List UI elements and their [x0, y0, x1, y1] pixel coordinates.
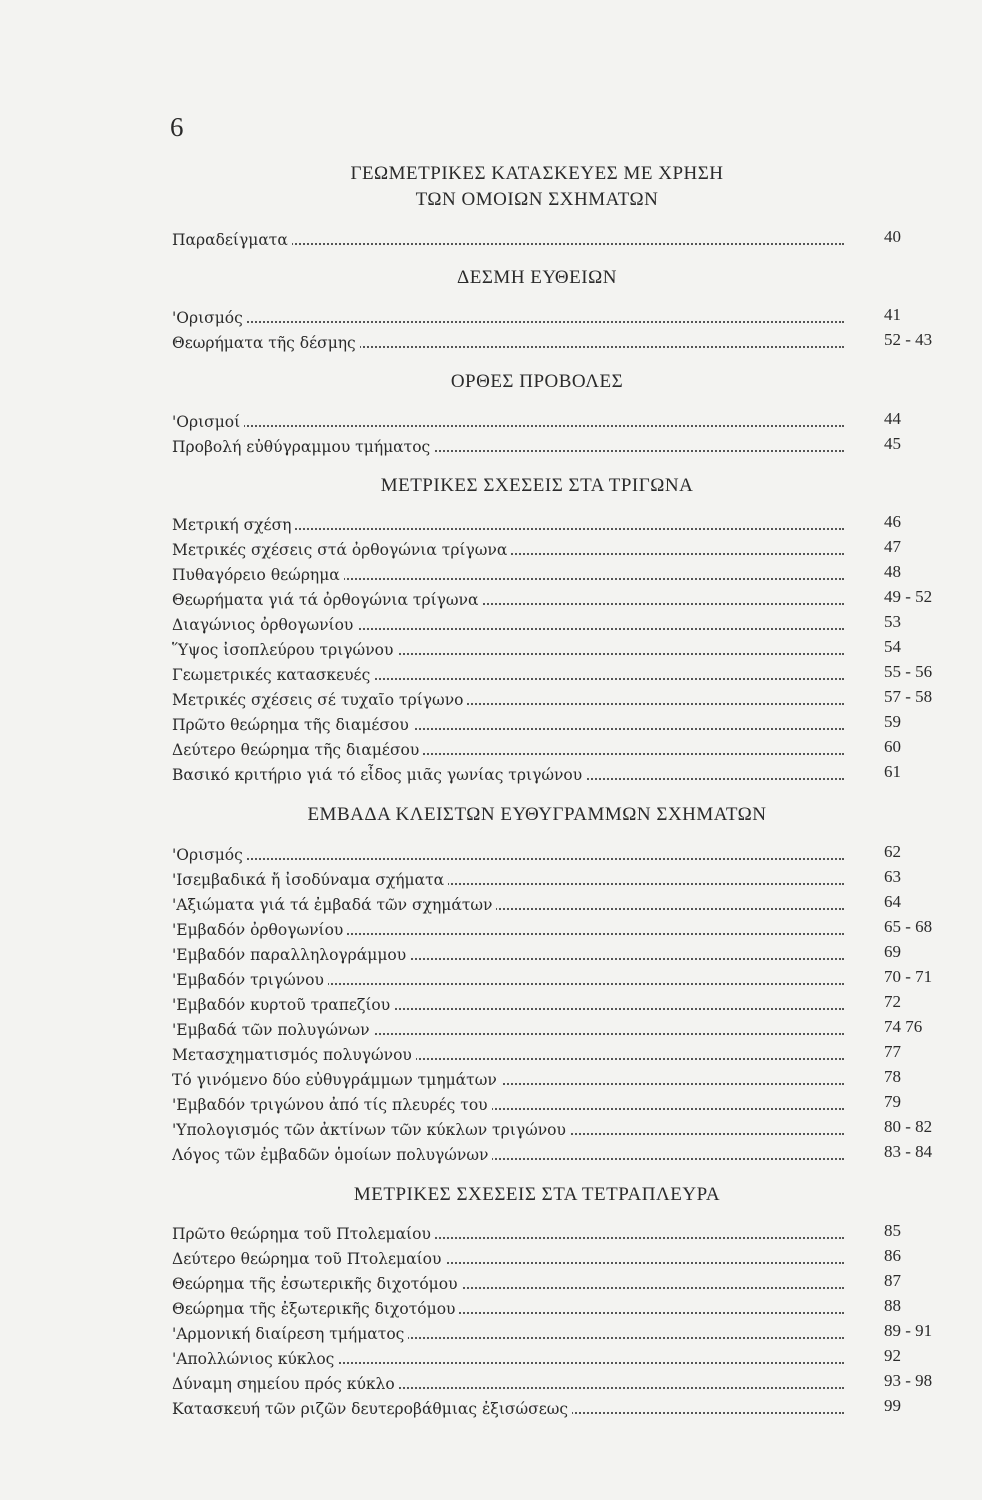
toc-entry-page: 83 - 84 [884, 1142, 933, 1161]
toc-entry-page: 99 [884, 1396, 901, 1415]
toc-entry [172, 228, 962, 253]
toc-entry-page: 92 [884, 1346, 901, 1365]
toc-entry-title: 'Εμβαδόν παραλληλογράμμου [172, 943, 410, 968]
toc-entry-page: 61 [884, 762, 901, 781]
toc-entry [172, 1118, 962, 1143]
toc-entry-title: Τό γινόμενο δύο εὐθυγράμμων τμημάτων [172, 1068, 501, 1093]
section-heading: ΔΕΣΜΗ ΕΥΘΕΙΩΝ [457, 267, 617, 288]
toc-entry [172, 563, 962, 588]
toc-entry-title: Πρῶτο θεώρημα τῆς διαμέσου [172, 713, 413, 738]
toc-entry-title: 'Ορισμός [172, 843, 247, 868]
toc-entry-title: Μετρικές σχέσεις στά ὀρθογώνια τρίγωνα [172, 538, 511, 563]
toc-entry-page: 86 [884, 1246, 901, 1265]
toc-entry-title: Μετασχηματισμός πολυγώνου [172, 1043, 416, 1068]
toc-entry [172, 1347, 962, 1372]
toc-entry [172, 1018, 962, 1043]
toc-entry [172, 1093, 962, 1118]
toc-entry [172, 538, 962, 563]
toc-entry-title: Θεώρημα τῆς ἐσωτερικῆς διχοτόμου [172, 1272, 462, 1297]
toc-entry-page: 88 [884, 1296, 901, 1315]
toc-entry-page: 77 [884, 1042, 901, 1061]
toc-entry [172, 513, 962, 538]
toc-entry-title: Ὕψος ἰσοπλεύρου τριγώνου [172, 638, 397, 663]
toc-entry-page: 93 - 98 [884, 1371, 933, 1390]
toc-entry-title: 'Αρμονική διαίρεση τμήματος [172, 1322, 408, 1347]
toc-entry-title: 'Ορισμός [172, 306, 247, 331]
toc-entry [172, 613, 962, 638]
toc-entry [172, 738, 962, 763]
toc-entry [172, 1372, 962, 1397]
toc-entry [172, 306, 962, 331]
toc-entry [172, 868, 962, 893]
toc-entry-title: Κατασκευή τῶν ριζῶν δευτεροβάθμιας ἐξισώσεως [172, 1397, 572, 1422]
toc-entry [172, 1247, 962, 1272]
toc-entry [172, 1322, 962, 1347]
toc-entry-page: 89 - 91 [884, 1321, 933, 1340]
toc-entry-page: 49 - 52 [884, 587, 933, 606]
dot-leader [172, 425, 844, 427]
toc-entry-page: 53 [884, 612, 901, 631]
toc-entry-page: 52 - 43 [884, 330, 933, 349]
section-heading: ΜΕΤΡΙΚΕΣ ΣΧΕΣΕΙΣ ΣΤΑ ΤΡΙΓΩΝΑ [380, 475, 694, 496]
toc-entry-title: Δεύτερο θεώρημα τῆς διαμέσου [172, 738, 423, 763]
toc-entry-page: 48 [884, 562, 901, 581]
section-heading: ΤΩΝ ΟΜΟΙΩΝ ΣΧΗΜΑΤΩΝ [415, 189, 659, 210]
toc-entry-title: Διαγώνιος ὀρθογωνίου [172, 613, 357, 638]
toc-entry [172, 1143, 962, 1168]
toc-entry-page: 87 [884, 1271, 901, 1290]
toc-entry-page: 79 [884, 1092, 901, 1111]
toc-entry-title: Θεωρήματα τῆς δέσμης [172, 331, 360, 356]
toc-entry-page: 62 [884, 842, 901, 861]
toc-entry [172, 968, 962, 993]
toc-entry-title: Πρῶτο θεώρημα τοῦ Πτολεμαίου [172, 1222, 435, 1247]
toc-entry-title: Μετρική σχέση [172, 513, 295, 538]
toc-entry [172, 1222, 962, 1247]
toc-entry [172, 1397, 962, 1422]
toc-entry-title: Βασικό κριτήριο γιά τό εἶδος μιᾶς γωνίας τριγώνου [172, 763, 586, 788]
toc-entry-title: Δεύτερο θεώρημα τοῦ Πτολεμαίου [172, 1247, 445, 1272]
toc-entry-title: 'Απολλώνιος κύκλος [172, 1347, 338, 1372]
toc-entry-page: 59 [884, 712, 901, 731]
toc-entry-page: 74 76 [884, 1017, 923, 1036]
toc-entry-page: 41 [884, 305, 901, 324]
toc-entry-page: 65 - 68 [884, 917, 933, 936]
toc-entry [172, 763, 962, 788]
toc-entry-page: 64 [884, 892, 901, 911]
toc-entry-title: Γεωμετρικές κατασκευές [172, 663, 374, 688]
toc-entry [172, 663, 962, 688]
toc-entry-page: 85 [884, 1221, 901, 1240]
toc-entry [172, 1272, 962, 1297]
toc-entry [172, 1297, 962, 1322]
toc-entry-page: 63 [884, 867, 901, 886]
toc-entry-page: 69 [884, 942, 901, 961]
section-heading: ΓΕΩΜΕΤΡΙΚΕΣ ΚΑΤΑΣΚΕΥΕΣ ΜΕ ΧΡΗΣΗ [350, 163, 724, 184]
dot-leader [172, 321, 844, 323]
toc-entry-page: 40 [884, 227, 901, 246]
toc-entry-title: Θεωρήματα γιά τά ὀρθογώνια τρίγωνα [172, 588, 482, 613]
toc-entry-title: Θεώρημα τῆς ἐξωτερικῆς διχοτόμου [172, 1297, 459, 1322]
toc-entry-page: 72 [884, 992, 901, 1011]
toc-entry-title: 'Ορισμοί [172, 410, 244, 435]
section-heading: ΜΕΤΡΙΚΕΣ ΣΧΕΣΕΙΣ ΣΤΑ ΤΕΤΡΑΠΛΕΥΡΑ [353, 1184, 721, 1205]
section-heading: ΕΜΒΑΔΑ ΚΛΕΙΣΤΩΝ ΕΥΘΥΓΡΑΜΜΩΝ ΣΧΗΜΑΤΩΝ [307, 804, 767, 825]
toc-entry-page: 45 [884, 434, 901, 453]
toc-entry-page: 80 - 82 [884, 1117, 933, 1136]
toc-entry-page: 78 [884, 1067, 901, 1086]
toc-entry [172, 943, 962, 968]
toc-entry-page: 70 - 71 [884, 967, 933, 986]
toc-entry-title: 'Εμβαδά τῶν πολυγώνων [172, 1018, 374, 1043]
section-heading: ΟΡΘΕΣ ΠΡΟΒΟΛΕΣ [450, 371, 624, 392]
toc-entry [172, 688, 962, 713]
toc-entry-title: 'Εμβαδόν κυρτοῦ τραπεζίου [172, 993, 394, 1018]
toc-entry-title: Πυθαγόρειο θεώρημα [172, 563, 344, 588]
dot-leader [172, 858, 844, 860]
toc-entry [172, 713, 962, 738]
toc-entry [172, 1043, 962, 1068]
toc-entry [172, 588, 962, 613]
toc-entry-page: 54 [884, 637, 901, 656]
toc-entry [172, 1068, 962, 1093]
toc-entry-page: 47 [884, 537, 901, 556]
toc-entry-title: 'Εμβαδόν τριγώνου ἀπό τίς πλευρές του [172, 1093, 492, 1118]
page-number: 6 [170, 112, 184, 142]
toc-entry-title: Λόγος τῶν ἐμβαδῶν ὁμοίων πολυγώνων [172, 1143, 492, 1168]
toc-entry-title: Μετρικές σχέσεις σέ τυχαῖο τρίγωνο [172, 688, 467, 713]
toc-entry [172, 410, 962, 435]
toc-entry-page: 55 - 56 [884, 662, 933, 681]
toc-entry-title: Παραδείγματα [172, 228, 292, 253]
toc-entry [172, 435, 962, 460]
toc-entry-title: 'Εμβαδόν τριγώνου [172, 968, 328, 993]
toc-entry-title: 'Εμβαδόν ὀρθογωνίου [172, 918, 347, 943]
toc-entry [172, 918, 962, 943]
toc-entry [172, 331, 962, 356]
toc-entry-title: 'Υπολογισμός τῶν ἀκτίνων τῶν κύκλων τριγώνου [172, 1118, 570, 1143]
toc-entry-page: 60 [884, 737, 901, 756]
toc-entry [172, 638, 962, 663]
toc-entry [172, 893, 962, 918]
toc-entry [172, 993, 962, 1018]
toc-entry-title: Προβολή εὐθύγραμμου τμήματος [172, 435, 434, 460]
toc-entry-title: 'Ισεμβαδικά ἤ ἰσοδύναμα σχήματα [172, 868, 448, 893]
toc-entry-title: 'Αξιώματα γιά τά ἐμβαδά τῶν σχημάτων [172, 893, 496, 918]
toc-entry-page: 46 [884, 512, 901, 531]
toc-entry-page: 44 [884, 409, 901, 428]
toc-entry [172, 843, 962, 868]
toc-entry-title: Δύναμη σημείου πρός κύκλο [172, 1372, 399, 1397]
toc-entry-page: 57 - 58 [884, 687, 933, 706]
